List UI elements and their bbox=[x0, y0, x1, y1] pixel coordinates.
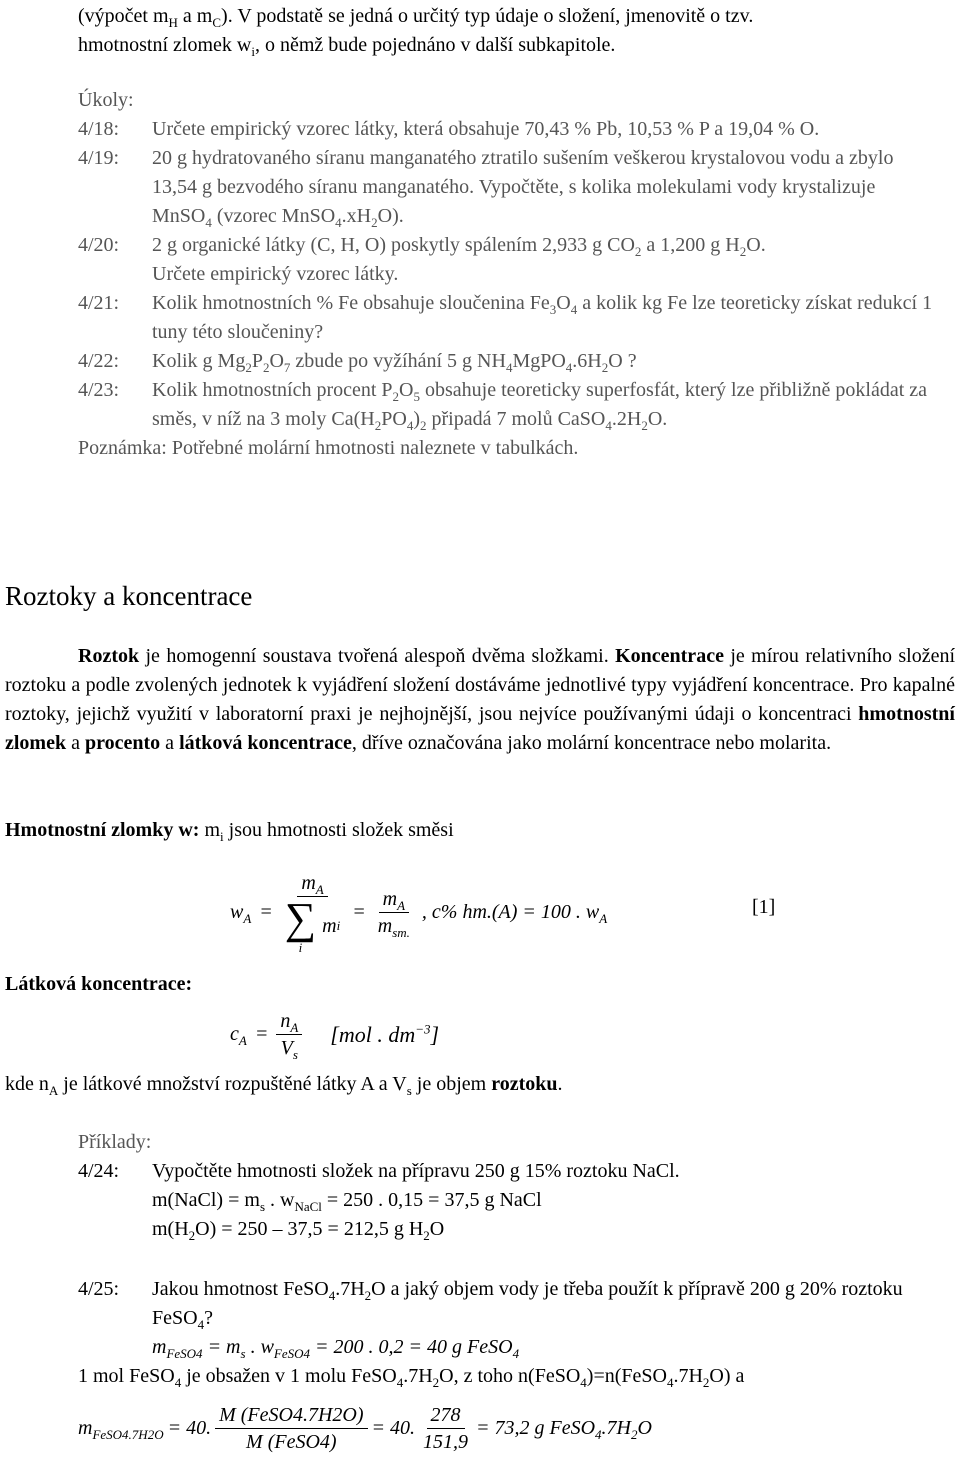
examples-heading: Příklady: bbox=[78, 1131, 152, 1153]
example-4-25: 4/25: Jakou hmotnost $FeSO_4.7H_2O$ a jaký objem vody je třeba použít k přípravě 200 g 20% roztoku FeSO$_4$? $m_{FeSO4} = m_s$ . $w_{FeSO4} = 200$ . 0,2 = 40 g FeSO$_4$ 1 mol FeSO$_4$ je obsažen v 1 molu $FeSO_4.7H_2O$, z toho $n(FeSO_4)=n(FeSO_4.7H_2O)$ a bbox=[78, 1275, 948, 1391]
task-4-23: 4/23: Kolik hmotnostních procent $P_2O_5$ obsahuje teoreticky superfosfát, který lze přibližně pokládat za směs, v níž na 3 moly $Ca(H_2PO_4)_2$ připadá 7 molů $CaSO_4.2H_2O$. bbox=[78, 379, 928, 433]
section-title: Roztoky a koncentrace bbox=[5, 581, 253, 611]
mass-fraction-line: Hmotnostní zlomky w: $m_i$ jsou hmotnosti složek směsi bbox=[5, 819, 454, 844]
tasks-heading: Úkoly: bbox=[78, 89, 134, 111]
example-4-25-line-3: 1 mol FeSO$_4$ je obsažen v 1 molu $FeSO_4.7H_2O$, z toho $n(FeSO_4)=n(FeSO_4.7H_2O)$ a bbox=[78, 1365, 745, 1390]
example-4-24: 4/24: Vypočtěte hmotnosti složek na přípravu 250 g 15% roztoku NaCl. m(NaCl) = $m_s$ . $w_{NaCl} = 250$ . 0,15 = 37,5 g NaCl $m(H_2O) = 250 - 37,5 = 212,5$ g $H_2O$ bbox=[78, 1160, 680, 1243]
example-4-25-formula-1: $m_{FeSO4} = m_s$ . $w_{FeSO4} = 200$ . 0,2 = 40 g FeSO$_4$ bbox=[152, 1336, 520, 1361]
task-4-22: 4/22: Kolik g $Mg_2P_2O_7$ zbude po vyžíhání 5 g $NH_4MgPO_4.6H_2O$ ? bbox=[78, 350, 637, 375]
examples-section bbox=[78, 1128, 948, 1244]
task-4-19: 4/19: 20 g hydratovaného síranu manganatého ztratilo sušením veškerou krystalovou vodu a zbylo 13,54 g bezvodého síranu manganatého. Vypočtěte, s kolika molekulami vody krystalizuje MnSO$_4$ (vzorec $MnSO_4.xH_2O$). bbox=[78, 147, 894, 230]
tasks-section bbox=[78, 86, 938, 463]
kde-line: kde $n_A$ je látkové množství rozpuštěné látky A a $V_s$ je objem roztoku. bbox=[5, 1073, 563, 1098]
intro-line-1: (výpočet $m_H$ a $m_C$). V podstatě se jedná o určitý typ údaje o složení, jmenovitě o tzv. bbox=[78, 5, 754, 30]
molar-concentration-label: Látková koncentrace: bbox=[5, 973, 193, 995]
intro-line-2: hmotnostní zlomek $w_i$, o němž bude pojednáno v další subkapitole. bbox=[78, 34, 616, 59]
intro-text bbox=[78, 2, 948, 60]
task-4-18: 4/18: Určete empirický vzorec látky, která obsahuje 70,43 % Pb, 10,53 % P a 19,04 % O. bbox=[78, 118, 820, 140]
task-4-21: 4/21: Kolik hmotnostních % Fe obsahuje sloučenina $Fe_3O_4$ a kolik kg Fe lze teoreticky získat redukcí 1 tuny této sloučeniny? bbox=[78, 292, 933, 343]
formula-number: [1] bbox=[752, 896, 776, 918]
note: Poznámka: Potřebné molární hmotnosti naleznete v tabulkách. bbox=[78, 437, 579, 459]
formula-mass-fraction: $w_A$ = $m_A$ ∑ i m i = $\frac{m_A}{m_{sm.}}$ , c% hm.(A) = 100 . $w_A$ bbox=[230, 872, 608, 955]
concentration-paragraph: Roztok je homogenní soustava tvořená alespoň dvěma složkami. Koncentrace je mírou relativního složení roztoku a podle zvolených jednotek k vyjádření složení dostáváme jednotlivé typy vyjádření koncentrace. Pro kapalné roztoky, jejichž využití v laboratorní praxi je nejhojnější, jsou nejvíce používanými údaji o koncentraci hmotnostní zlomek a procento a látková koncentrace, dříve označována jako molární koncentrace nebo molarita. bbox=[5, 645, 955, 754]
example-4-25-formula-2: $m_{FeSO4.7H2O}$ = 40. $\frac{\text{M (FeSO4.7H2O)}}{\text{M (FeSO4)}}$ = 40. $\frac{278}{151,9}$ = 73,2 g $FeSO_4.7H_2O$ bbox=[78, 1404, 652, 1453]
formula-molar-concentration: $c_A$ = $\frac{n_A}{V_s}$ [mol . $dm^{-3}$] bbox=[230, 1010, 440, 1062]
task-4-20: 4/20: 2 g organické látky (C, H, O) poskytly spálením 2,933 g $CO_2$ a 1,200 g $H_2O$. Určete empirický vzorec látky. bbox=[78, 234, 766, 285]
